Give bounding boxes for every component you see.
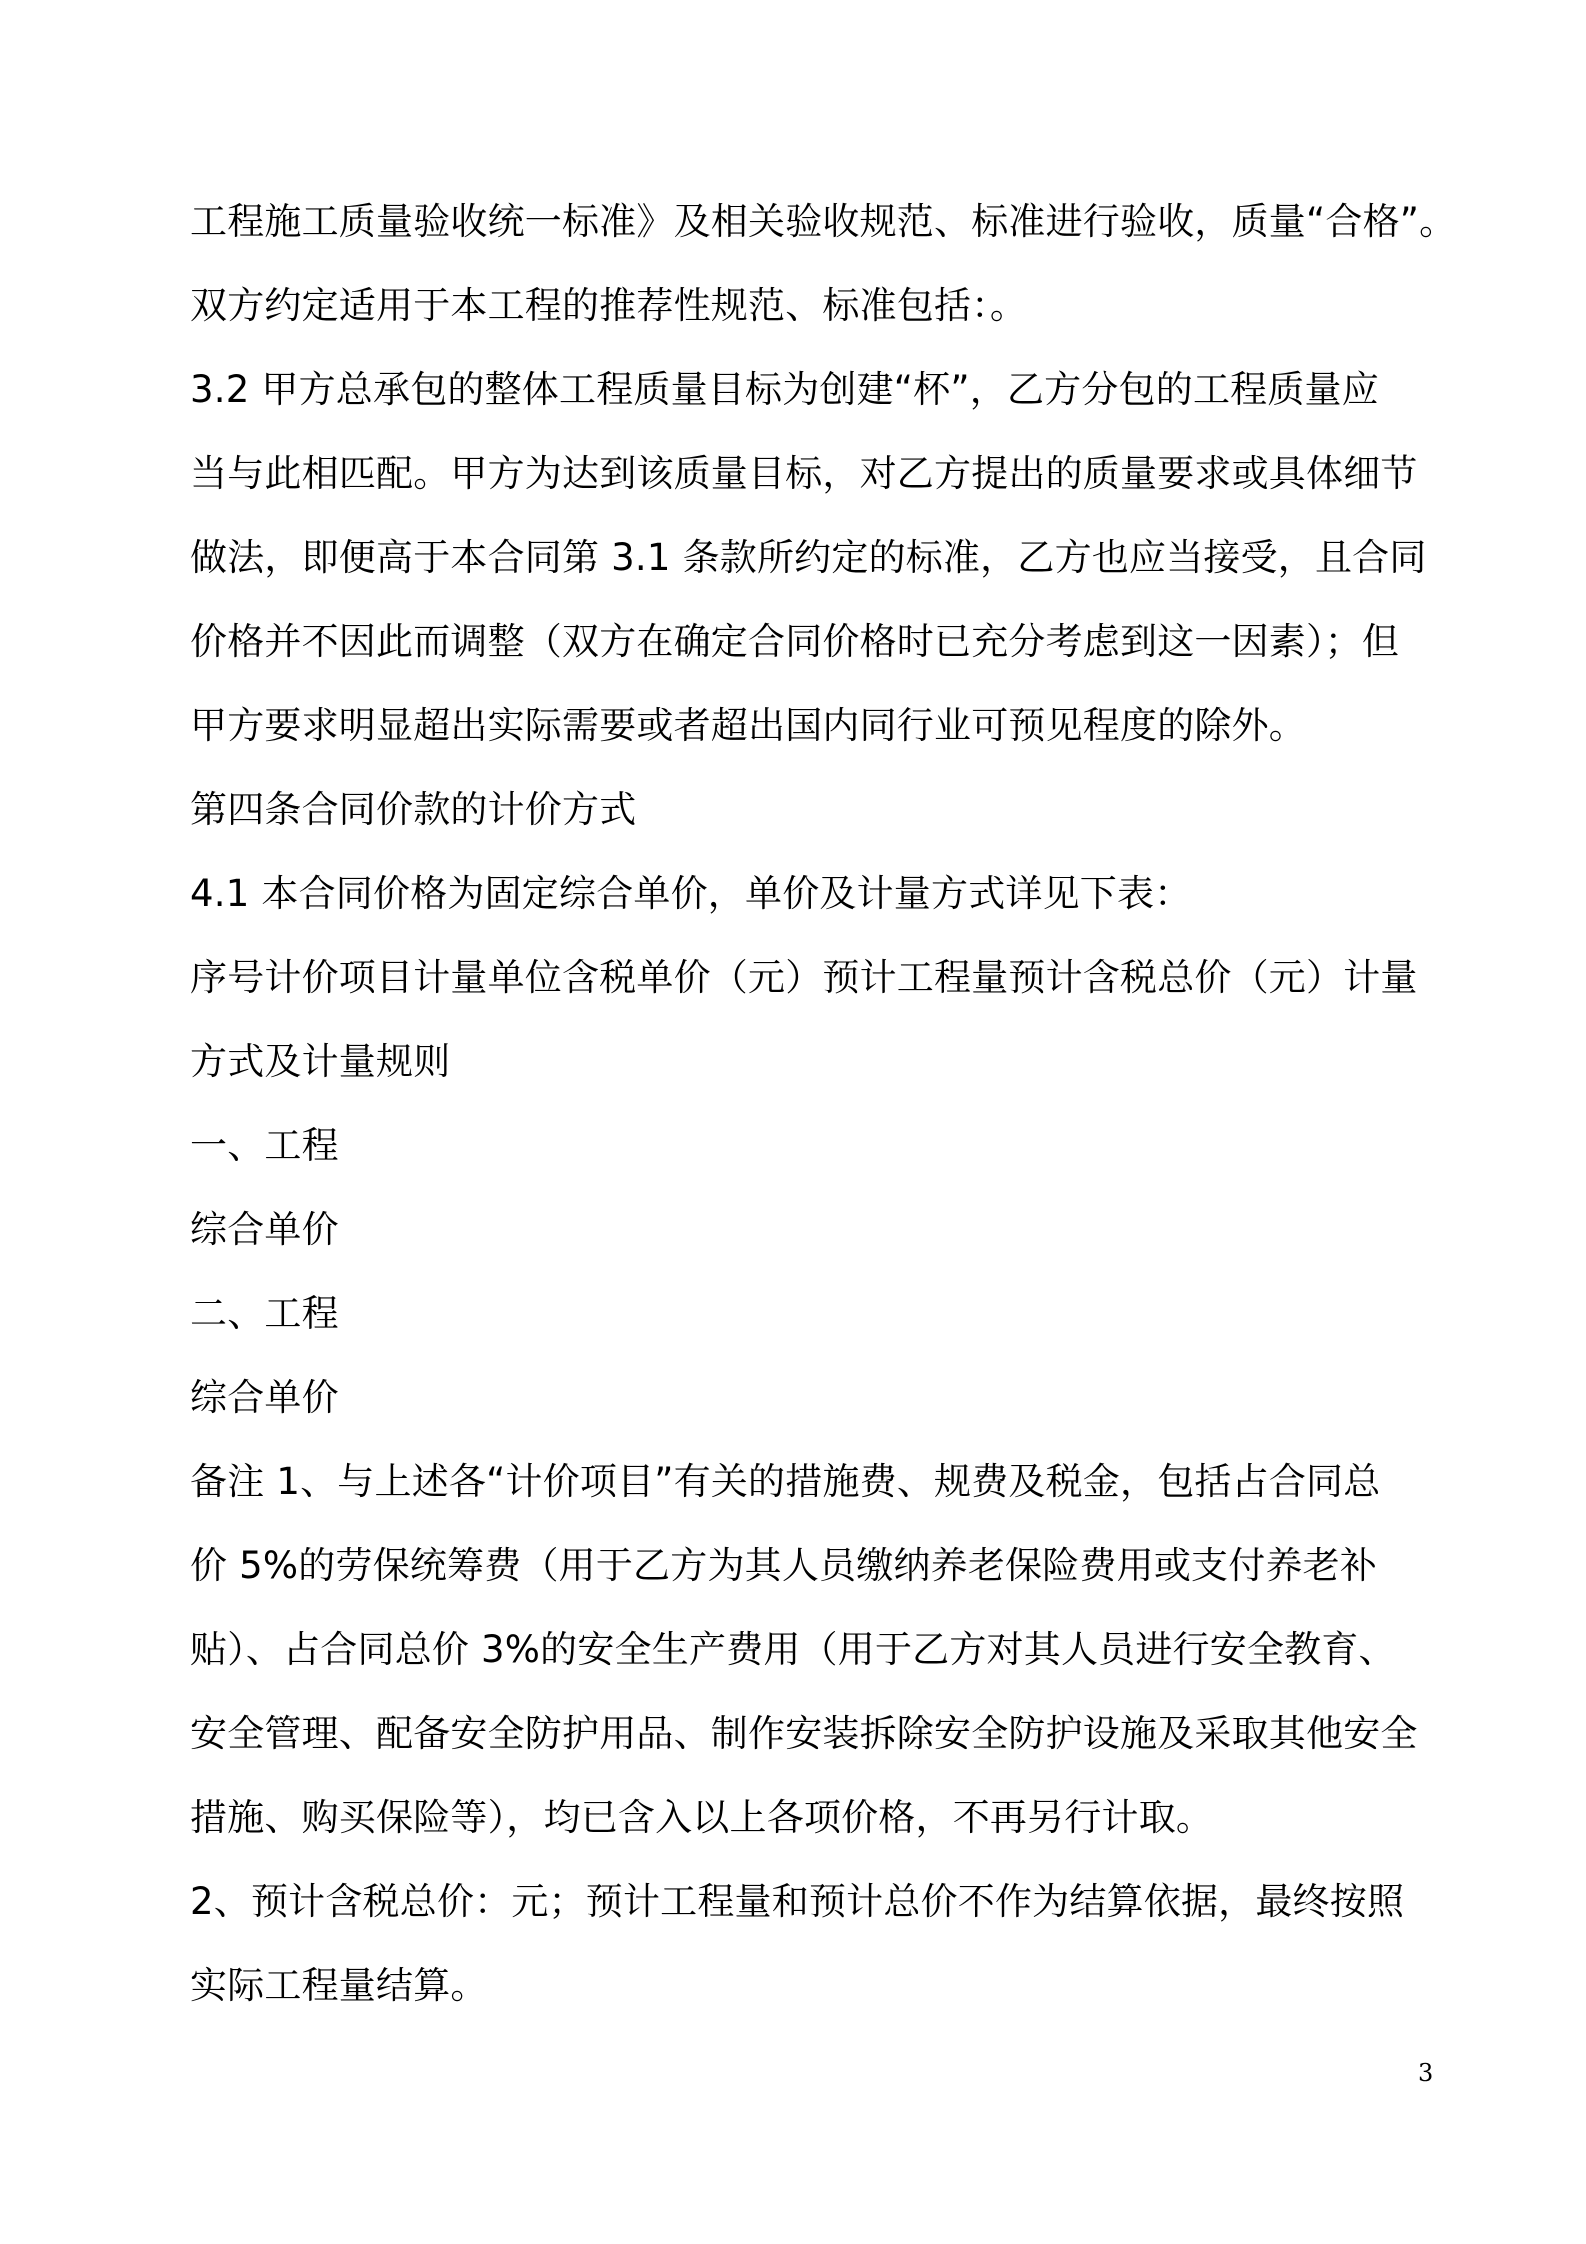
table-header-text: 方式及计量规则 (190, 1040, 451, 1083)
note-line: 实际工程量结算。 (190, 1964, 488, 2007)
text-line: 当与此相匹配。甲方为达到该质量目标，对乙方提出的质量要求或具体细节 (190, 452, 1418, 495)
text-line: 价格并不因此而调整（双方在确定合同价格时已充分考虑到这一因素）；但 (190, 620, 1400, 663)
table-item: 综合单价 (190, 1376, 339, 1419)
table-item: 综合单价 (190, 1208, 339, 1251)
note-line: 措施、购买保险等），均已含入以上各项价格，不再另行计取。 (190, 1796, 1214, 1839)
table-header-text: 序号计价项目计量单位含税单价（元）预计工程量预计含税总价（元）计量 (190, 956, 1418, 999)
text-line: 做法，即便高于本合同第 3.1 条款所约定的标准，乙方也应当接受，且合同 (190, 536, 1427, 579)
note-line: 价 5%的劳保统筹费（用于乙方为其人员缴纳养老保险费用或支付养老补 (190, 1544, 1378, 1587)
table-item: 二、工程 (190, 1292, 339, 1335)
note-line: 安全管理、配备安全防护用品、制作安装拆除安全防护设施及采取其他安全 (190, 1712, 1418, 1755)
note-line: 2、预计含税总价：元；预计工程量和预计总价不作为结算依据，最终按照 (190, 1880, 1405, 1923)
text-line: 双方约定适用于本工程的推荐性规范、标准包括：。 (190, 284, 1028, 327)
text-line: 4.1 本合同价格为固定综合单价，单价及计量方式详见下表： (190, 872, 1192, 915)
page-number: 3 (1418, 2059, 1434, 2087)
table-item: 一、工程 (190, 1124, 339, 1167)
text-line: 甲方要求明显超出实际需要或者超出国内同行业可预见程度的除外。 (190, 704, 1306, 747)
text-line: 3.2 甲方总承包的整体工程质量目标为创建“杯”，乙方分包的工程质量应 (190, 368, 1379, 411)
text-line: 工程施工质量验收统一标准》及相关验收规范、标准进行验收，质量“合格”。 (190, 200, 1457, 243)
note-line: 备注 1、与上述各“计价项目”有关的措施费、规费及税金，包括占合同总 (190, 1460, 1381, 1503)
note-line: 贴）、占合同总价 3%的安全生产费用（用于乙方对其人员进行安全教育、 (190, 1628, 1396, 1671)
document-body (190, 180, 1457, 2028)
section-heading: 第四条合同价款的计价方式 (190, 788, 637, 831)
